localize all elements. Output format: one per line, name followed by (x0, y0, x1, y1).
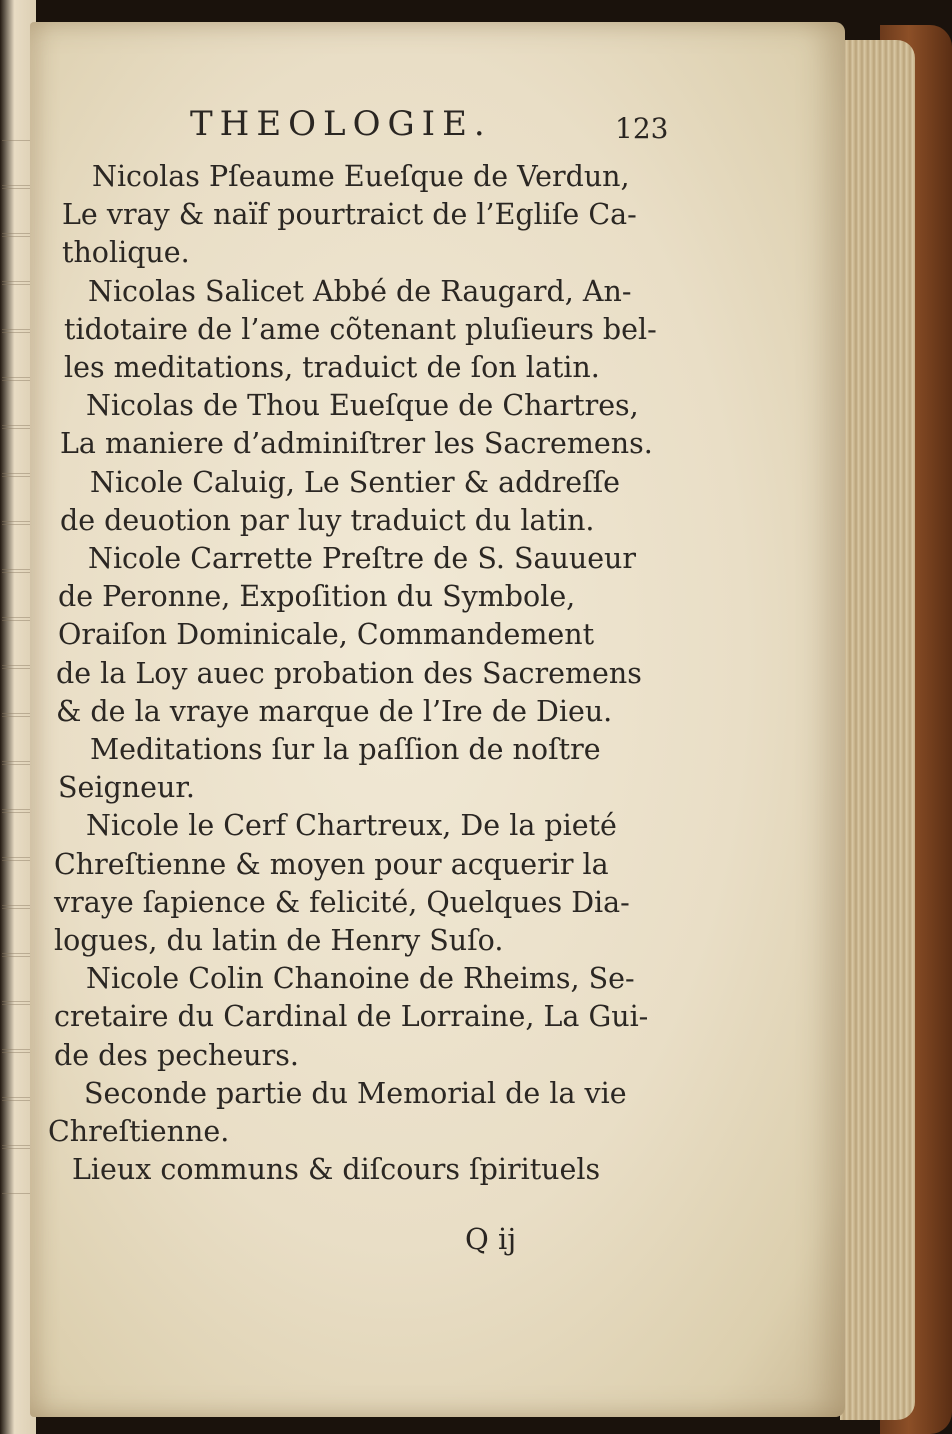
text-line: de Peronne, Expoſition du Symbole, (58, 580, 576, 614)
text-line: Nicole le Cerf Chartreux, De la pieté (86, 809, 617, 843)
text-line: logues, du latin de Henry Suſo. (54, 924, 504, 957)
text-line: Nicole Caluig, Le Sentier & addreſſe (90, 465, 621, 499)
text-line: Chreſtienne. (48, 1115, 230, 1148)
text-line: Nicolas Pſeaume Eueſque de Verdun, (92, 160, 630, 193)
facing-page-line (2, 764, 32, 810)
facing-page-line (2, 524, 32, 570)
text-line: Oraiſon Dominicale, Commandement (58, 618, 595, 652)
text-line: Nicolas Salicet Abbé de Raugard, An- (88, 274, 632, 308)
running-title: THEOLOGIE. (190, 104, 492, 144)
text-line: Le vray & naïf pourtraict de l’Egliſe Ca- (62, 198, 637, 232)
facing-page-line (2, 860, 32, 906)
facing-page-line (2, 428, 32, 474)
facing-page-line (2, 812, 32, 858)
page-header (190, 104, 669, 154)
text-line: les meditations, traduict de ſon latin. (64, 351, 600, 384)
facing-page-line (2, 236, 32, 282)
text-line: Seconde partie du Memorial de la vie (84, 1076, 627, 1110)
facing-page-line (2, 476, 32, 522)
page-number: 123 (615, 112, 669, 145)
facing-page-line (2, 716, 32, 762)
text-line: de la Loy auec probation des Sacremens (56, 656, 642, 690)
facing-page-line (2, 380, 32, 426)
text-line: Nicole Carrette Preſtre de S. Sauueur (88, 542, 637, 575)
text-line: vraye ſapience & felicité, Quelques Dia- (54, 885, 630, 919)
text-line: tholique. (62, 236, 190, 270)
facing-page-line (2, 956, 32, 1002)
page-fore-edge (840, 40, 915, 1420)
signature-mark: Q ij (465, 1222, 517, 1256)
facing-page-line (2, 1052, 32, 1098)
text-line: Lieux communs & diſcours ſpirituels (72, 1153, 601, 1187)
text-line: Chreſtienne & moyen pour acquerir la (54, 847, 609, 881)
text-line: Seigneur. (58, 771, 195, 805)
facing-page-line (2, 668, 32, 714)
text-line: cretaire du Cardinal de Lorraine, La Gui- (54, 1000, 649, 1034)
text-line: de des pecheurs. (54, 1038, 299, 1072)
text-line: Nicolas de Thou Eueſque de Chartres, (86, 389, 639, 423)
facing-page-line (2, 620, 32, 666)
facing-page-line (2, 572, 32, 618)
facing-page-line (2, 908, 32, 954)
text-line: tidotaire de l’ame cõtenant pluſieurs bel- (64, 312, 657, 346)
facing-page-line (2, 1004, 32, 1050)
facing-page-line (2, 188, 32, 234)
facing-page-line (2, 1148, 32, 1194)
text-line: La maniere d’adminiſtrer les Sacremens. (60, 427, 653, 461)
facing-page-line (2, 1100, 32, 1146)
facing-page-line (2, 140, 32, 186)
facing-page-line (2, 284, 32, 330)
text-line: Meditations ſur la paſſion de noſtre (90, 733, 601, 766)
text-line: de deuotion par luy traduict du latin. (60, 503, 595, 537)
text-line: & de la vraye marque de l’Ire de Dieu. (56, 694, 613, 728)
text-line: Nicole Colin Chanoine de Rheims, Se- (86, 962, 635, 996)
facing-page-line (2, 332, 32, 378)
